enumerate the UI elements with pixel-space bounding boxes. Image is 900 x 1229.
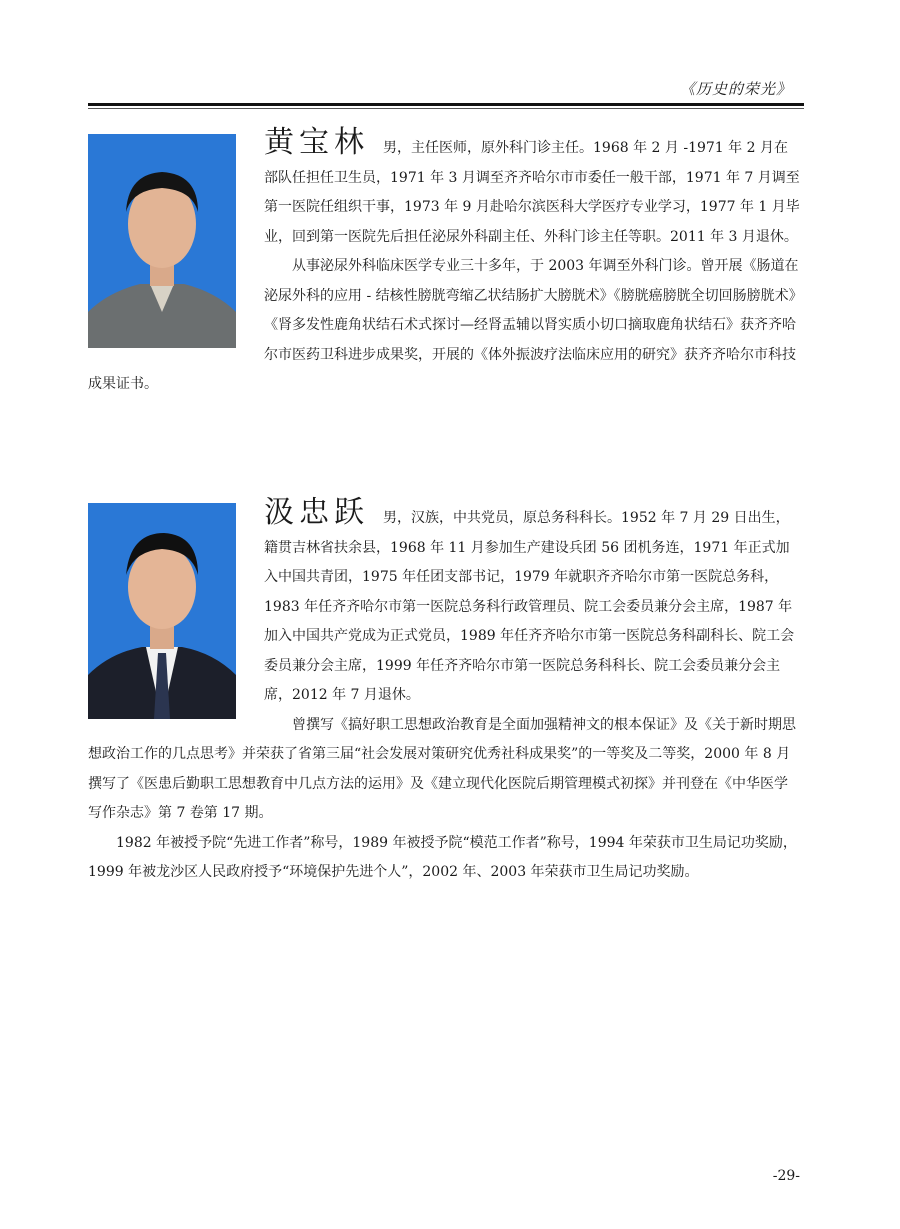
person-1-name: 黄宝林 [264,125,369,160]
person-2-awards: 1982 年被授予院“先进工作者”称号，1989 年被授予院“模范工作者”称号，1994 年荣获市卫生局记功奖励，1999 年被龙沙区人民政府授予“环境保护先进个人”，2002 年、2003 年荣获市卫生局记功奖励。 [88,834,797,880]
person-1-bio [88,125,800,400]
header-rule-thick [88,103,804,106]
person-2-intro: 男，汉族，中共党员，原总务科科长。1952 年 7 月 29 日出生，籍贯吉林省扶余县，1968 年 11 月参加生产建设兵团 56 团机务连，1971 年正式加入中国共青团，1975 年任团支部书记，1979 年就职齐齐哈尔市第一医院总务科，1983 年任齐齐哈尔市第一医院总务科行政管理员、院工会委员兼分会主席，1987 年加入中国共产党成为正式党员，1989 年任齐齐哈尔市第一医院总务科副科长、院工会委员兼分会主席，1999 年任齐齐哈尔市第一医院总务科科长、院工会委员兼分会主席，2012 年 7 月退休。 [264,510,795,703]
header-title: 《历史的荣光》 [679,80,792,98]
person-2-bio [88,495,800,888]
person-2-publications: 曾撰写《搞好职工思想政治教育是全面加强精神文的根本保证》及《关于新时期思想政治工作的几点思考》并荣获了省第三届“社会发展对策研究优秀社科成果奖”的一等奖及二等奖，2000 年 8 月撰写了《医患后勤职工思想教育中几点方法的运用》及《建立现代化医院后期管理模式初探》并刊登在《中华医学写作杂志》第 7 卷第 17 期。 [88,716,796,821]
page-number: -29- [772,1168,800,1184]
person-1-intro: 男，主任医师，原外科门诊主任。1968 年 2 月 -1971 年 2 月在部队任担任卫生员，1971 年 3 月调至齐齐哈尔市市委任一般干部，1971 年 7 月调至第一医院任组织干事，1973 年 9 月赴哈尔滨医科大学医疗专业学习，1977 年 1 月毕业，回到第一医院先后担任泌尿外科副主任、外科门诊主任等职。2011 年 3 月退休。 [264,140,800,245]
person-2-name: 汲忠跃 [264,495,369,530]
header-rule-thin [88,108,804,109]
person-1-achievements: 从事泌尿外科临床医学专业三十多年，于 2003 年调至外科门诊。曾开展《肠道在泌尿外科的应用 - 结核性膀胱弯缩乙状结肠扩大膀胱术》《膀胱癌膀胱全切回肠膀胱术》《肾多发性鹿角状结石术式探讨—经肾盂辅以肾实质小切口摘取鹿角状结石》获齐齐哈尔市医药卫科进步成果奖，开展的《体外振波疗法临床应用的研究》获齐齐哈尔市科技成果证书。 [88,258,799,392]
